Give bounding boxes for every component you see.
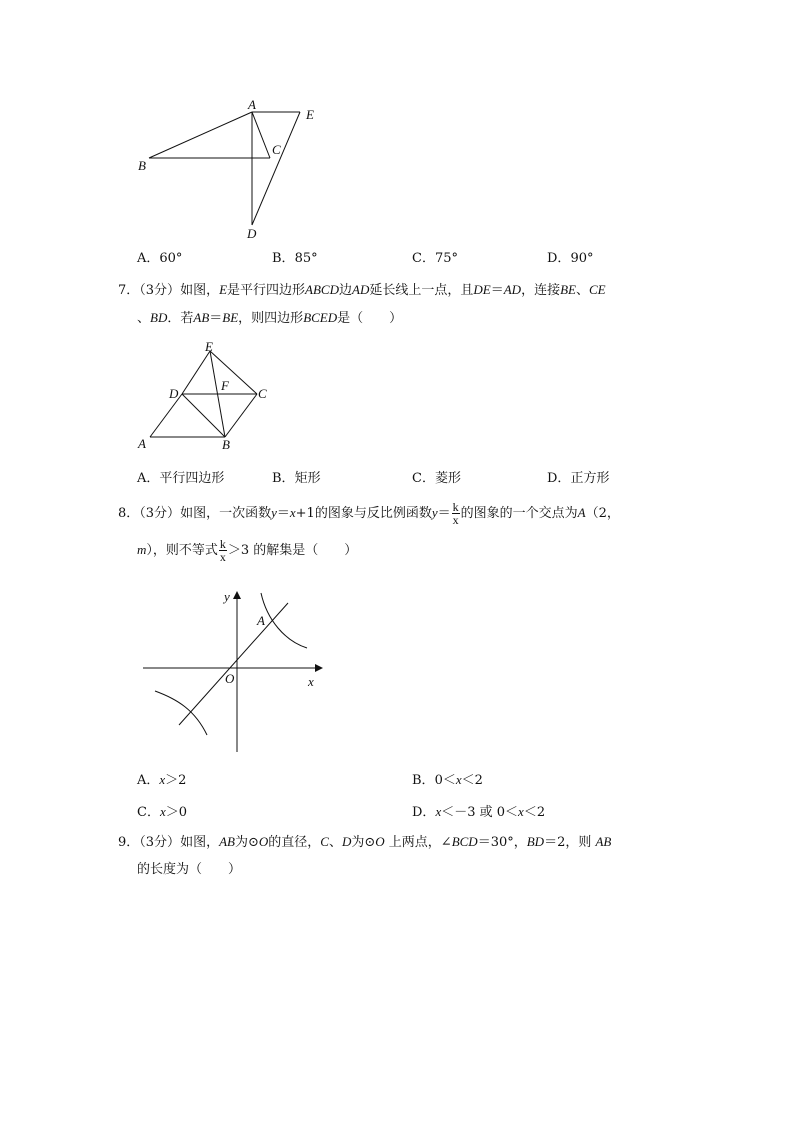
segment-ec: [210, 351, 257, 394]
q7-text: ．若: [167, 311, 194, 326]
q7-stem-line1: [118, 280, 606, 301]
label-d: D: [247, 226, 257, 241]
option-letter: A．: [137, 471, 160, 486]
q9-text: 为⊙: [351, 835, 376, 850]
option-text: ＜－3 或 0＜: [441, 805, 519, 820]
q8-stem-line2: [137, 537, 357, 564]
q7-option-c[interactable]: [412, 467, 461, 486]
label-a: A: [257, 613, 265, 628]
label-y: y: [224, 589, 230, 604]
q8-option-a[interactable]: [137, 769, 186, 788]
option-var: x: [455, 772, 462, 787]
fraction-numerator: k: [219, 537, 226, 551]
label-a: A: [248, 97, 256, 112]
q8-option-d[interactable]: [412, 801, 545, 820]
q9-stem-line2: [137, 860, 241, 880]
q8-text: 的图象与反比例函数: [314, 506, 432, 521]
q8-var: y: [271, 505, 277, 520]
option-letter: C．: [412, 251, 435, 266]
q9-number: 9．: [118, 835, 140, 850]
option-text: 平行四边形: [159, 471, 225, 486]
q7-var: AD: [352, 282, 370, 297]
segment-ed: [252, 112, 300, 225]
option-letter: B．: [272, 251, 295, 266]
option-letter: A．: [137, 251, 160, 266]
label-e: E: [205, 339, 213, 354]
segment-ac: [252, 112, 270, 158]
option-letter: D．: [412, 805, 436, 820]
fraction-numerator: k: [452, 500, 459, 514]
q9-text: 为⊙: [234, 835, 259, 850]
option-text: 60°: [159, 251, 183, 266]
q9-var: O: [375, 834, 385, 849]
q7-option-a[interactable]: [137, 467, 224, 486]
q9-text: 如图，: [180, 835, 220, 850]
option-text: 90°: [570, 251, 594, 266]
q8-score: （3分）: [139, 506, 181, 521]
q9-text: ＝2，则: [544, 835, 596, 850]
q8-text: ＝: [437, 506, 451, 521]
q9-var: D: [341, 834, 352, 849]
q7-text: ＝: [209, 311, 223, 326]
option-var: x: [518, 804, 524, 819]
q8-text: （2，: [585, 506, 620, 521]
q7-option-d[interactable]: [547, 467, 609, 486]
q6-option-a[interactable]: [137, 247, 182, 266]
label-c: C: [272, 142, 281, 157]
option-letter: C．: [412, 471, 435, 486]
q9-text: 上两点，∠: [384, 835, 452, 850]
option-text: 0＜: [434, 773, 456, 788]
q8-option-b[interactable]: [412, 769, 483, 788]
q7-text: 延长线上一点，且: [369, 283, 474, 298]
q8-text: ＞3 的解集是（ ）: [227, 543, 358, 558]
option-text: 75°: [434, 251, 458, 266]
q7-text: 是（ ）: [337, 311, 403, 326]
label-b: B: [222, 437, 230, 452]
figure-q8: [135, 585, 335, 760]
q7-var: BCED: [303, 310, 338, 325]
q7-text: 如图，: [180, 283, 220, 298]
option-text: 正方形: [570, 471, 610, 486]
q7-option-b[interactable]: [272, 467, 321, 486]
figure-q6: [130, 95, 330, 245]
q9-var: C: [320, 834, 329, 849]
option-text: ＞2: [165, 773, 187, 788]
label-x: x: [308, 674, 314, 689]
q7-stem-line2: [137, 308, 402, 329]
fraction-denominator: x: [452, 513, 459, 527]
q7-var: ABCD: [305, 282, 339, 297]
label-b: B: [138, 158, 146, 173]
q9-var: AB: [219, 834, 235, 849]
q9-var: BCD: [451, 834, 478, 849]
q9-stem-line1: [118, 832, 611, 853]
q7-var: BD: [150, 310, 168, 325]
q7-text: ，则四边形: [238, 311, 304, 326]
q8-number: 8．: [118, 506, 140, 521]
q8-stem-line1: [118, 500, 620, 527]
hyperbola-branch-q3: [155, 691, 207, 735]
label-e: E: [306, 107, 314, 122]
q7-var: BE: [222, 310, 239, 325]
q6-option-c[interactable]: [412, 247, 458, 266]
fraction-denominator: x: [219, 550, 226, 564]
option-var: x: [159, 772, 166, 787]
hyperbola-branch-q1: [261, 593, 307, 648]
q8-text: +1: [295, 506, 315, 521]
q7-var: DE: [473, 282, 491, 297]
q8-text: ），则不等式: [146, 543, 218, 558]
q8-text: 的图象的一个交点为: [460, 506, 578, 521]
label-f: F: [221, 378, 229, 393]
q7-text: 是平行四边形: [227, 283, 306, 298]
q7-var: BE: [560, 282, 576, 297]
q9-text: ＝30°，: [477, 835, 527, 850]
q6-option-b[interactable]: [272, 247, 318, 266]
option-var: x: [159, 804, 166, 819]
q8-text: 如图，一次函数: [180, 506, 272, 521]
line-y-eq-x-plus-1: [179, 603, 288, 725]
q7-score: （3分）: [139, 283, 181, 298]
q7-text: ，连接: [521, 283, 561, 298]
option-letter: D．: [547, 471, 571, 486]
option-letter: A．: [137, 773, 160, 788]
option-var: x: [435, 804, 442, 819]
q8-var: m: [137, 542, 147, 557]
q9-var: AB: [595, 834, 612, 849]
segment-bc: [225, 394, 257, 437]
q7-number: 7．: [118, 283, 140, 298]
q6-option-d[interactable]: [547, 247, 593, 266]
option-letter: B．: [272, 471, 295, 486]
option-text: 85°: [294, 251, 318, 266]
q9-score: （3分）: [139, 835, 181, 850]
q8-option-c[interactable]: [137, 801, 187, 820]
q7-var: CE: [589, 282, 606, 297]
q8-text: ＝: [276, 506, 290, 521]
fraction-k-over-x: [452, 501, 460, 526]
q7-var: E: [219, 282, 228, 297]
q8-var: A: [577, 505, 586, 520]
q9-text: 的直径，: [268, 835, 321, 850]
segment-de: [182, 351, 210, 394]
option-text: ＜2: [523, 805, 546, 820]
label-c: C: [258, 386, 267, 401]
q8-var: x: [289, 505, 296, 520]
q8-var: y: [431, 505, 438, 520]
option-text: ＞0: [165, 805, 188, 820]
label-o: O: [225, 671, 235, 686]
option-letter: C．: [137, 805, 160, 820]
q9-var: O: [258, 834, 269, 849]
label-a: A: [138, 436, 146, 451]
option-letter: B．: [412, 773, 435, 788]
option-text: 菱形: [434, 471, 461, 486]
q7-text: 边: [339, 283, 353, 298]
figure-q7: [130, 340, 280, 455]
q7-text: ＝: [490, 283, 504, 298]
fraction-k-over-x: [219, 538, 227, 563]
q7-text: 、: [575, 283, 589, 298]
q9-text: 、: [328, 835, 342, 850]
label-d: D: [169, 386, 179, 401]
q7-text: 、: [137, 311, 151, 326]
q9-var: BD: [526, 834, 545, 849]
q9-text: 的长度为（ ）: [137, 862, 242, 877]
option-text: ＜2: [461, 773, 483, 788]
segment-ab: [149, 112, 252, 158]
option-letter: D．: [547, 251, 571, 266]
q7-var: AB: [193, 310, 210, 325]
q7-var: AD: [503, 282, 522, 297]
option-text: 矩形: [294, 471, 321, 486]
